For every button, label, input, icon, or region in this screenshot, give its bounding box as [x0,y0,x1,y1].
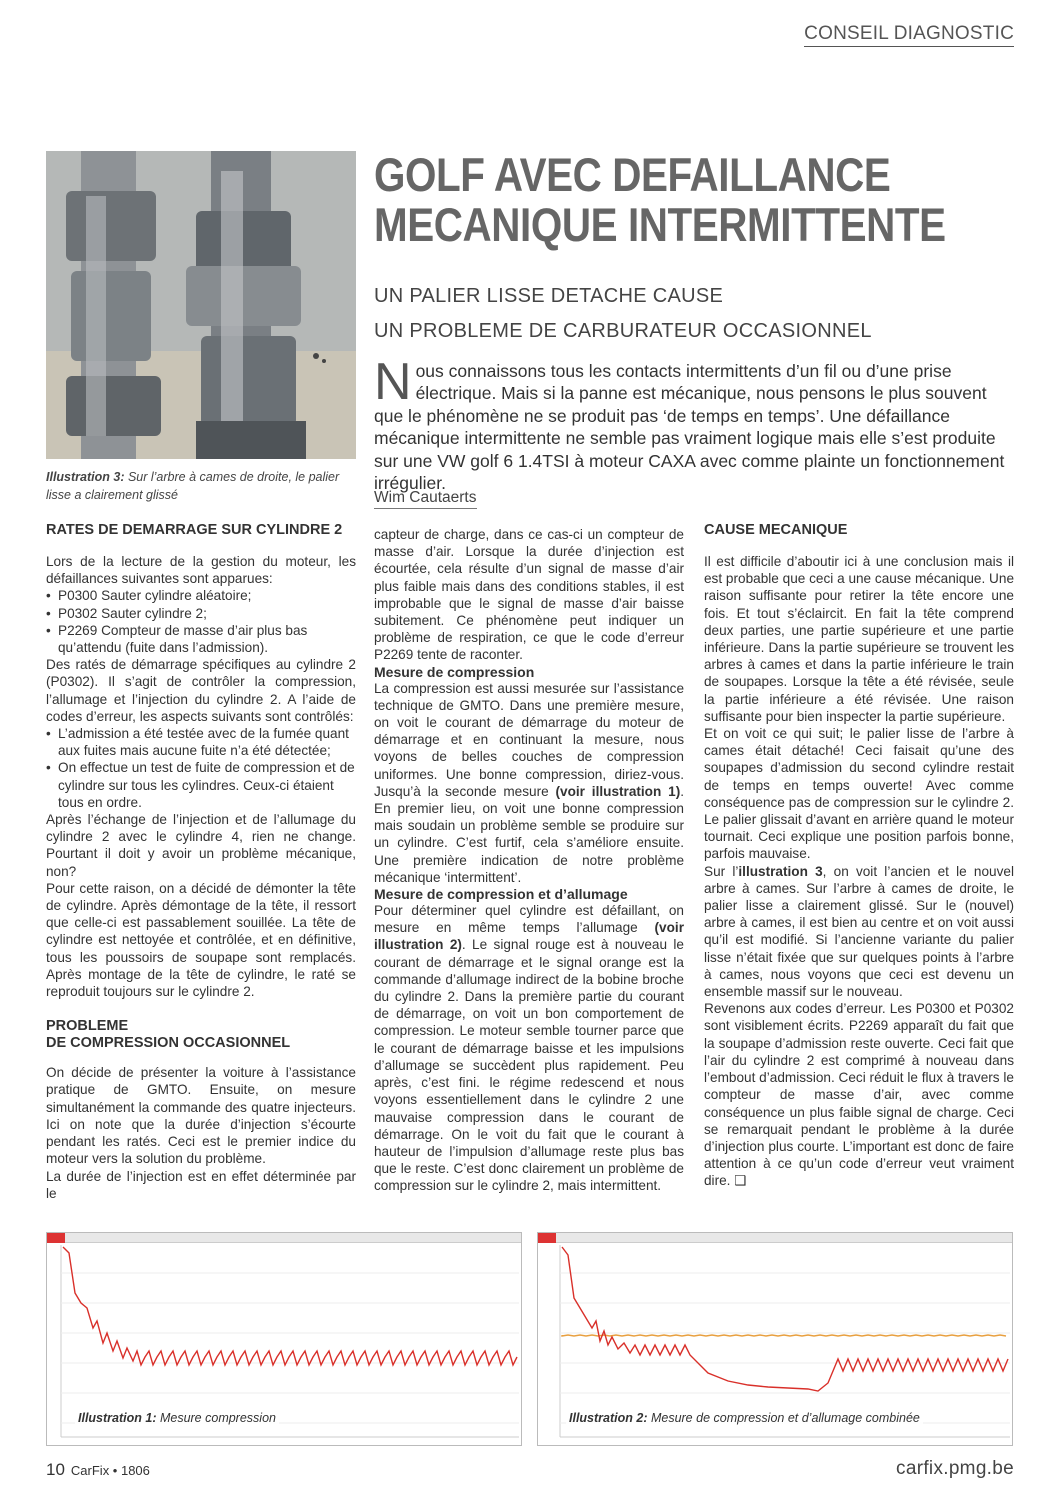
heading-probleme-line-2: DE COMPRESSION OCCASIONNEL [46,1035,291,1052]
illustration-2-text: Mesure de compression et d’allumage combinée [647,1411,920,1425]
col3-paragraph: Et on voit ce qui suit; le palier lisse de l’arbre à cames était détaché! Ceci faisait qu’une des soupapes d’admission du second cylindre restait de temps en temps ouverte! Avec comme conséquence pas de compression sur le cylindre 2. Le palier glissait d’avant en arrière quand le moteur tournait. Ceci explique une position parfois bonne, parfois mauvaise. [704,726,1014,862]
col2-paragraph: capteur de charge, dans ce cas-ci un compteur de masse d’air. Lorsque la durée d’injection est écourtée, cela résulte d’un signal de masse d’air plus faible mais dans des conditions stables, il est improbable que le signal de masse d’air baisse subitement. Ce phénomène peut indiquer un problème de respiration, ce que le code d’erreur P2269 tente de raconter. [374,527,684,663]
illustration-1-scope [46,1232,522,1446]
photo-caption-label: Illustration 3: [46,470,125,484]
illustration-2-label: Illustration 2: [569,1411,648,1425]
col1-paragraph: La durée de l’injection est en effet déterminée par le [46,1168,356,1201]
list-item: • P2269 Compteur de masse d’air plus bas qu’attendu (fuite dans l’admission). [46,622,356,656]
illustration-2-reference: (voir illustration 2) [374,920,684,953]
footer-url[interactable]: carfix.pmg.be [896,1458,1014,1479]
col2-text: Pour déterminer quel cylindre est défaillant, on mesure en même temps l’allumage [374,903,684,936]
col3-paragraph: Il est difficile d’aboutir ici à une conclusion mais il est probable que ceci a une cause mécanique. Une raison suffisante pour retirer la tête encore une fois. Et tout s’éclaircit. En fait la tête comprend deux parties, une partie supérieure et une partie inférieure. Dans la partie supérieure se trouvent les arbres à cames et dans la partie inférieure le train de soupapes. Lorsque la tête a été révisée, seule la partie inférieure a été révisée. Une raison suffisante pour bien inspecter la partie supérieure. [704,554,1014,724]
heading-probleme [46,1018,356,1052]
section-label: CONSEIL DIAGNOSTIC [804,22,1014,47]
list-item: • P0300 Sauter cylindre aléatoire; [46,587,356,604]
heading-rates: RATES DE DEMARRAGE SUR CYLINDRE 2 [46,522,343,538]
fault-code-list [46,587,356,656]
footer-left [46,1460,150,1480]
col3-text: , on voit l’ancien et le nouvel arbre à cames. Sur l’arbre à cames de droite, le palier lisse a clairement glissé. Sur le (nouvel) arbre à cames, il est bien au centre et on voit aussi qu’il est modifié. Si l’ancienne variante du palier lisse n’était fixée que sur quelques points à l’arbre à cames, nous voyons que ceci est devenu un ensemble massif sur le nouveau. [704,863,1014,1000]
illustration-1-text: Mesure compression [156,1411,276,1425]
illustration-2-caption [566,1411,923,1425]
heading-cause: CAUSE MECANIQUE [704,522,848,538]
camshaft-illustration [46,151,356,459]
col2-text: La compression est aussi mesurée sur l’assistance technique de GMTO. Dans une première mesure, on voit le courant de démarrage du moteur de démarrage et en continuant la mesure, nous voyons de belles couches de compression uniformes. Une bonne compression, diriez-vous. Jusqu’à la seconde mesure [374,680,684,799]
column-1 [46,522,356,1202]
page-number: 10 [46,1460,65,1479]
col1-paragraph: Après l’échange de l’injection et de l’allumage du cylindre 2 avec le cylindre 4, rien ne change. Pourtant il doit y avoir un problème mécanique, non? [46,812,356,879]
col2-paragraph [374,680,684,886]
col3-paragraph [704,1000,1014,1189]
heading-mesure-compression: Mesure de compression [374,663,535,680]
lead-paragraph [374,353,1014,494]
author: Wim Cautaerts [374,488,477,509]
check-list [46,725,356,811]
camshaft-photo [46,151,356,459]
illustration-1-reference: (voir illustration 1) [555,783,681,799]
title-line-1: GOLF AVEC DEFAILLANCE [374,148,891,201]
col1-paragraph: Lors de la lecture de la gestion du moteur, les défaillances suivantes sont apparues: [46,554,356,587]
magazine-issue: CarFix • 1806 [70,1463,150,1478]
col2-text: . Le signal rouge est à nouveau le courant de démarrage et le signal orange est la commande d’allumage indirect de la bobine broche du cylindre 2. Dans la première partie du courant de démarrage, on voit un bon comportement de compression. Le moteur semble tourner parce que le courant de démarrage baisse et les impulsions d’allumage se succèdent plus rapidement. Peu après, c’est fini. le régime redescend et nous voyons essentiellement dans le cylindre 2 une mauvaise compression dans le courant de démarrage. On le voit du fait que le courant à hauteur de l’impulsion d’allumage reste plus bas que le reste. C’est donc clairement un problème de compression sur le cylindre 2, mais intermittent. [374,937,684,1194]
dropcap: N [374,353,412,411]
subtitle-line-2: UN PROBLEME DE CARBURATEUR OCCASIONNEL [374,320,872,342]
photo-caption [46,468,346,504]
list-item: • P0302 Sauter cylindre 2; [46,605,356,622]
end-mark-icon: ❑ [734,1173,747,1189]
col3-text: Revenons aux codes d’erreur. Les P0300 et P0302 sont visiblement écrits. P2269 apparaît du fait que la soupape d’admission reste ouverte. Ceci fait que l’air du cylindre 2 est comprimé à nouveau dans l’embout d’admission. Ceci réduit le flux à travers le compteur de masse d’air, avec comme conséquence un plus faible signal de charge. Ceci se remarquait pendant le problème à la durée d’injection plus courte. L’important est donc de faire attention à ce qu’un code d’erreur veut vraiment dire. [704,1001,1014,1189]
illustration-1-caption [75,1411,279,1425]
subtitle-line-1: UN PALIER LISSE DETACHE CAUSE [374,285,724,307]
col1-paragraph: Pour cette raison, on a décidé de démonter la tête de cylindre. Après démontage de la tête, il ressort que celle-ci est passablement souillée. La tête de cylindre est nettoyée et contrôlée, et en définitive, tous les poussoirs de soupape sont remplacés. Après montage de la tête de cylindre, le raté se reproduit toujours sur le cylindre 2. [46,880,356,1000]
col3-paragraph [704,863,1014,1001]
illustration-3-reference: illustration 3 [738,863,823,879]
illustration-1-label: Illustration 1: [78,1411,157,1425]
col1-paragraph: On décide de présenter la voiture à l’assistance pratique de GMTO. Ensuite, on mesure simultanément la commande des quatre injecteurs. Ici on note que la durée d’injection s’écourte pendant les ratés. Ceci est le premier indice du moteur vers la solution du problème. [46,1065,356,1167]
title-line-2: MECANIQUE INTERMITTENTE [374,198,946,251]
lead-text: ous connaissons tous les contacts intermittents d’un fil ou d’une prise électrique. Mais si la panne est mécanique, nous pensons le plus souvent que le phénomène ne se produit pas ‘de temps en temps’. Une défaillance mécanique intermittente ne semble pas vraiment logique mais elle s’est produite sur une VW golf 6 1.4TSI à moteur CAXA avec comme plainte un fonctionnement irrégulier. [374,361,1005,494]
col1-paragraph: Des ratés de démarrage spécifiques au cylindre 2 (P0302). Il s’agit de contrôler la compression, l’allumage et l’injection du cylindre 2. A l’aide de codes d’erreur, les aspects suivants sont contrôlés: [46,657,356,724]
col3-text: Sur l’ [704,863,739,879]
heading-mesure-allumage: Mesure de compression et d’allumage [374,886,628,903]
illustration-2-scope [537,1232,1013,1446]
col2-text: . En premier lieu, on voit une bonne compression mais soudain un problème semble se produire sur un cylindre. C’est furtif, cela s’améliore ensuite. Une première indication de notre problème mécanique ‘intermittent’. [374,783,684,885]
photo-caption-text: Sur l’arbre à cames de droite, le palier lisse a clairement glissé [46,470,340,502]
column-2 [374,526,684,1195]
list-item: • On effectue un test de fuite de compression et de cylindre sur tous les cylindres. Ceux-ci étaient tous en ordre. [46,759,356,811]
heading-probleme-line-1: PROBLEME [46,1018,129,1035]
column-3 [704,522,1014,1190]
article-title [374,148,946,251]
list-item: • L’admission a été testée avec de la fumée quant aux fuites mais aucune fuite n’a été détectée; [46,725,356,759]
col2-paragraph [374,902,684,1194]
